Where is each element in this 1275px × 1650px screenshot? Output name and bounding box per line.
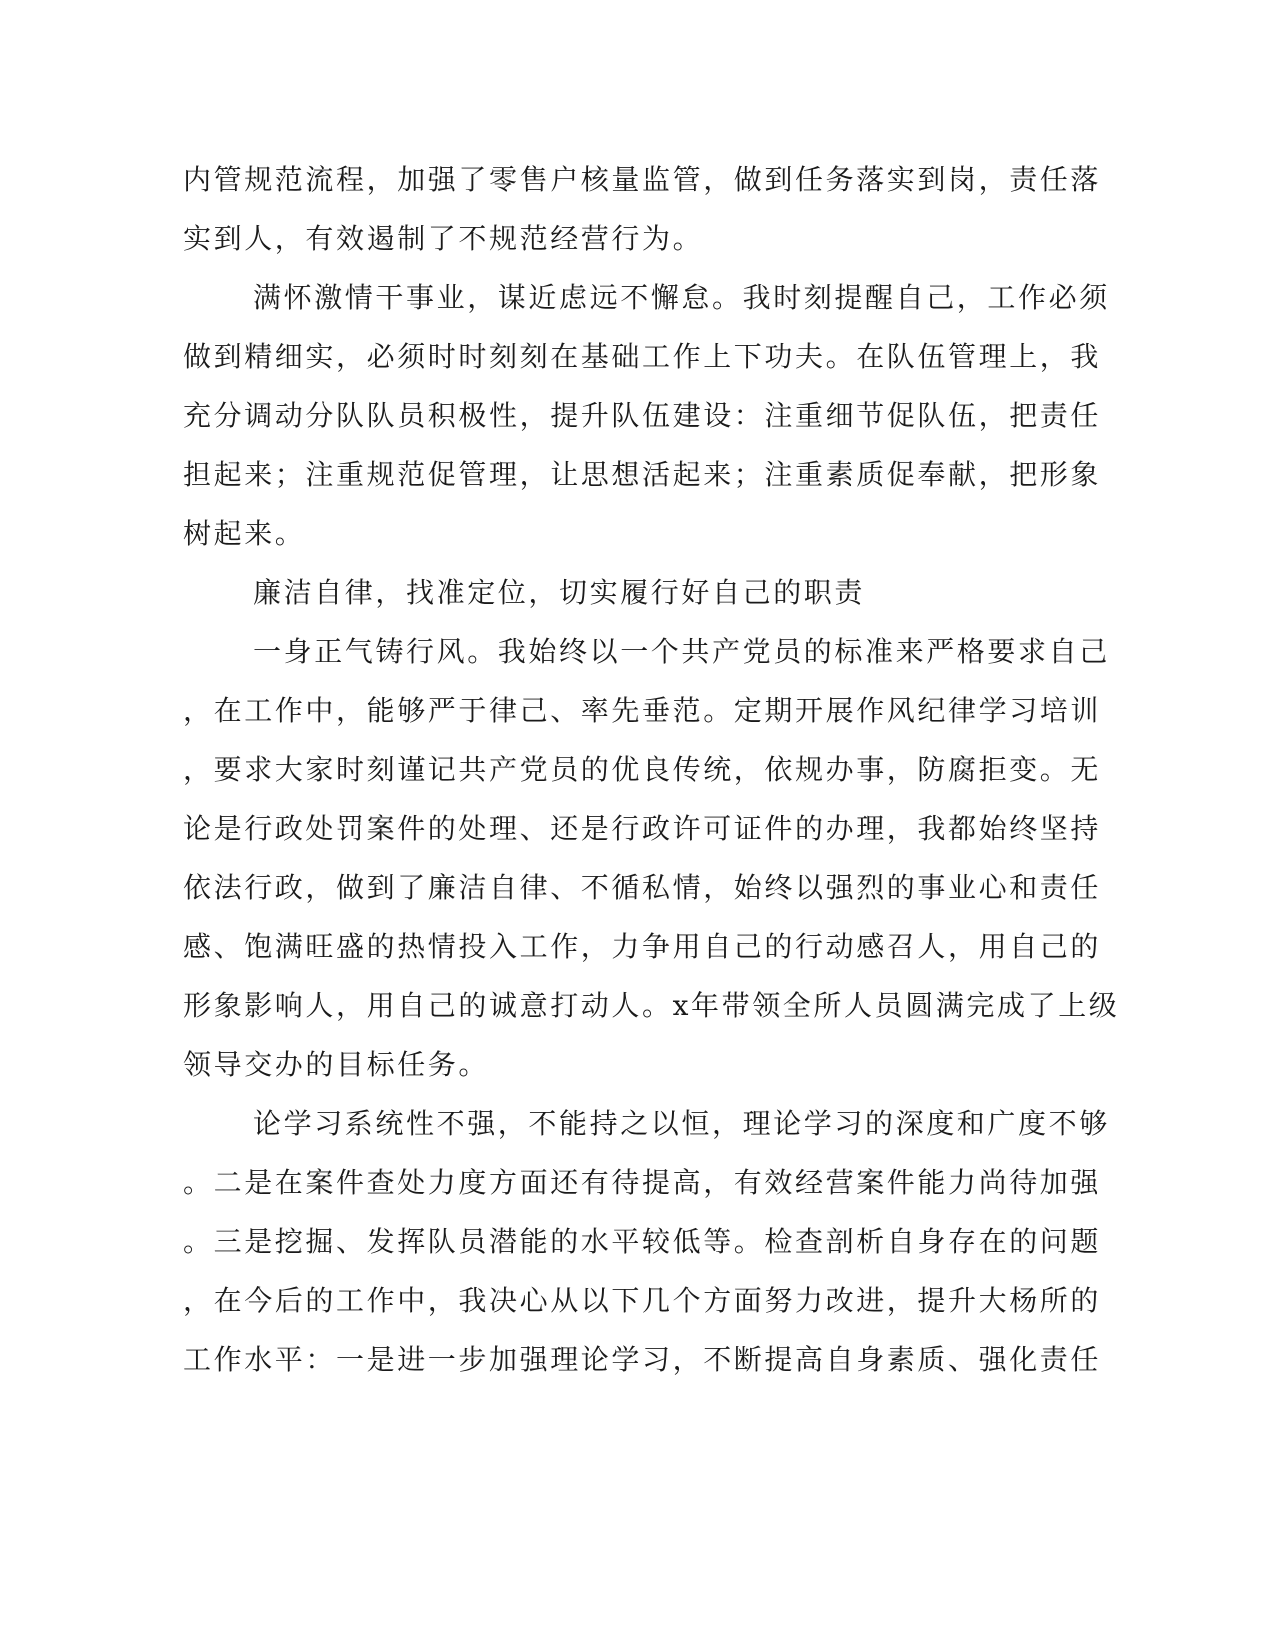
text-line: ，在工作中，能够严于律己、率先垂范。定期开展作风纪律学习培训 bbox=[183, 694, 1102, 727]
text-line: 论是行政处罚案件的处理、还是行政许可证件的办理，我都始终坚持 bbox=[183, 812, 1102, 845]
text-line: 做到精细实，必须时时刻刻在基础工作上下功夫。在队伍管理上，我 bbox=[183, 340, 1102, 373]
text-line: 树起来。 bbox=[183, 517, 306, 550]
text-line: 依法行政，做到了廉洁自律、不循私情，始终以强烈的事业心和责任 bbox=[183, 871, 1102, 904]
paragraph-first-line: 一身正气铸行风。我始终以一个共产党员的标准来严格要求自己 bbox=[253, 635, 1110, 668]
text-line: ，在今后的工作中，我决心从以下几个方面努力改进，提升大杨所的 bbox=[183, 1284, 1102, 1317]
paragraph-first-line: 满怀激情干事业，谋近虑远不懈怠。我时刻提醒自己，工作必须 bbox=[253, 281, 1110, 314]
text-line: 工作水平：一是进一步加强理论学习，不断提高自身素质、强化责任 bbox=[183, 1343, 1102, 1376]
text-line: 形象影响人，用自己的诚意打动人。x年带领全所人员圆满完成了上级 bbox=[183, 989, 1120, 1022]
section-heading: 廉洁自律，找准定位，切实履行好自己的职责 bbox=[253, 576, 866, 609]
text-line: 。三是挖掘、发挥队员潜能的水平较低等。检查剖析自身存在的问题 bbox=[183, 1225, 1102, 1258]
text-line: 充分调动分队队员积极性，提升队伍建设：注重细节促队伍，把责任 bbox=[183, 399, 1102, 432]
text-line: 。二是在案件查处力度方面还有待提高，有效经营案件能力尚待加强 bbox=[183, 1166, 1102, 1199]
text-line: 内管规范流程，加强了零售户核量监管，做到任务落实到岗，责任落 bbox=[183, 163, 1102, 196]
text-line: 实到人，有效遏制了不规范经营行为。 bbox=[183, 222, 704, 255]
text-line: 担起来；注重规范促管理，让思想活起来；注重素质促奉献，把形象 bbox=[183, 458, 1102, 491]
paragraph-first-line: 论学习系统性不强，不能持之以恒，理论学习的深度和广度不够 bbox=[253, 1107, 1110, 1140]
text-line: ，要求大家时刻谨记共产党员的优良传统，依规办事，防腐拒变。无 bbox=[183, 753, 1102, 786]
text-line: 感、饱满旺盛的热情投入工作，力争用自己的行动感召人，用自己的 bbox=[183, 930, 1102, 963]
text-line: 领导交办的目标任务。 bbox=[183, 1048, 490, 1081]
